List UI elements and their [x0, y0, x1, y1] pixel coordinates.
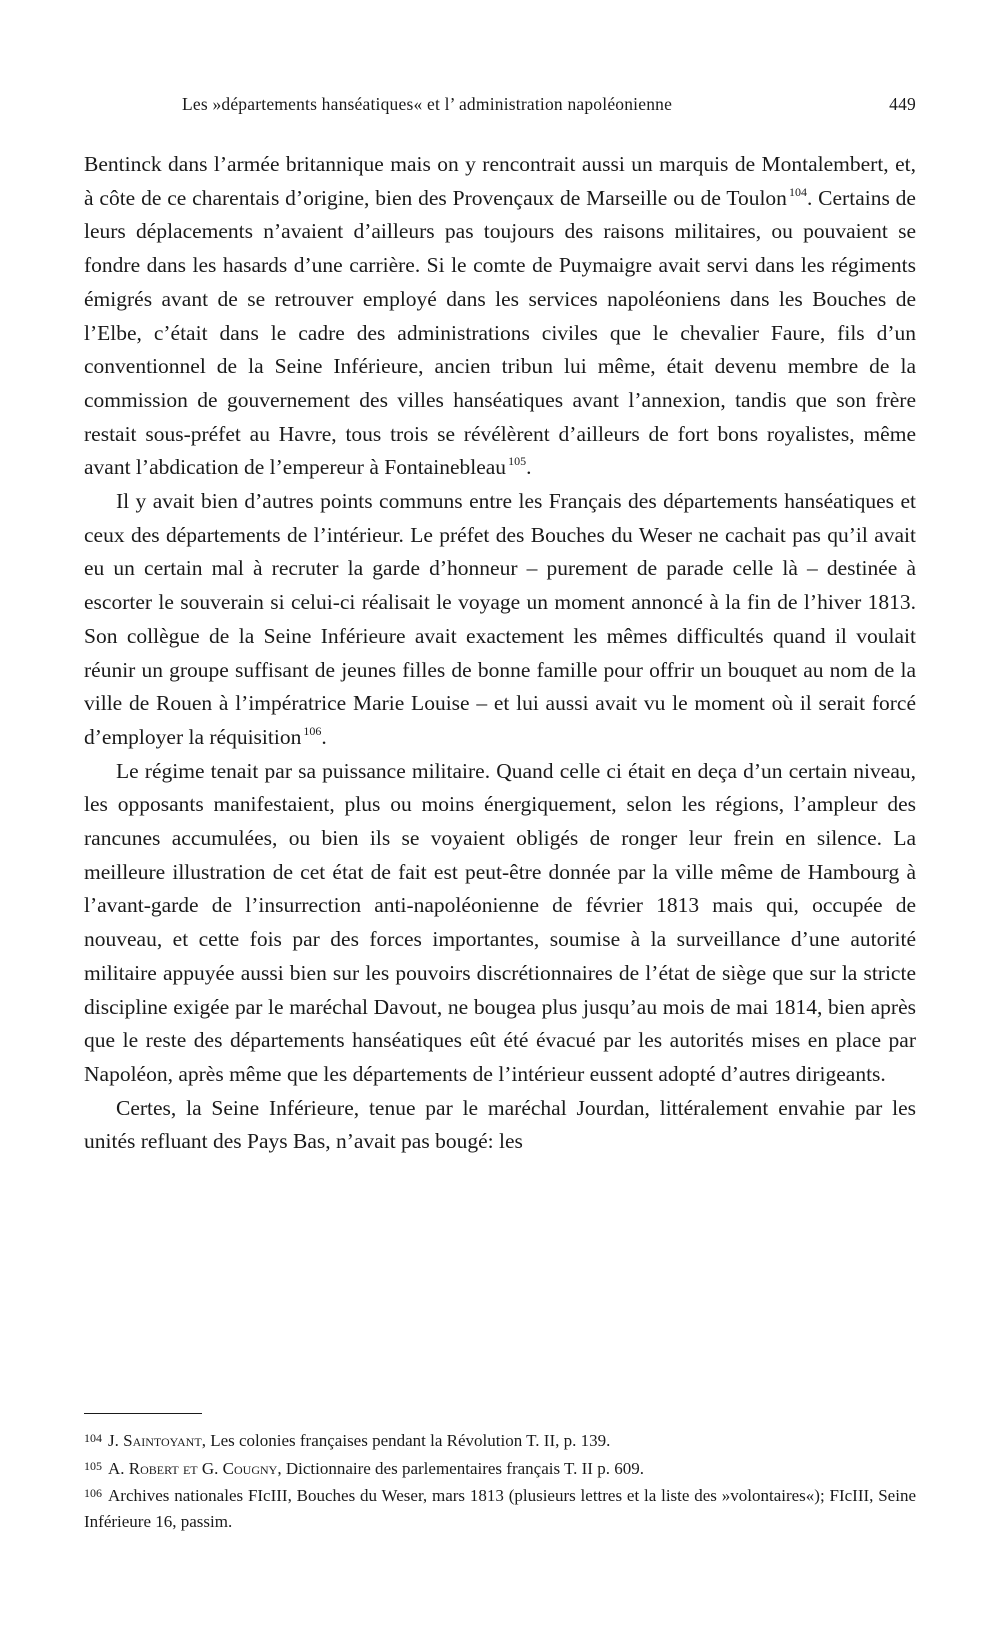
- paragraph-text: Bentinck dans l’armée britannique mais on y rencontrait aussi un marquis de Montalembert, et, à côte de ce charentais d’origine, bien des Provençaux de Marseille ou de Toulon: [84, 152, 916, 210]
- footnote-number: 106: [84, 1486, 102, 1500]
- book-page: [84, 0, 916, 1650]
- paragraph-4: [84, 1092, 916, 1159]
- footnote-ref-104: 104: [788, 184, 807, 199]
- footnote-ref-105: 105: [508, 454, 527, 469]
- footnote-105: [84, 1454, 916, 1482]
- running-title: Les »départements hanséatiques« et l’ administration napoléonienne: [182, 94, 673, 114]
- main-text: [84, 148, 916, 1159]
- footnote-number: 104: [84, 1431, 102, 1445]
- paragraph-1: [84, 148, 916, 485]
- footnote-number: 105: [84, 1458, 102, 1473]
- footnote-104: [84, 1426, 916, 1454]
- paragraph-text: .: [526, 455, 532, 480]
- footnote-ref-106: 106: [303, 723, 322, 738]
- running-head: [182, 94, 916, 115]
- page-number: 449: [889, 94, 916, 114]
- footnote-text: Archives nationales FIcIII, Bouches du Weser, mars 1813 (plusieurs lettres et la liste des »volontaires«); FIcIII, Seine Inférieure 16, passim.: [84, 1486, 916, 1531]
- paragraph-2: [84, 485, 916, 755]
- footnote-text: , Les colonies françaises pendant la Révolution T. II, p. 139.: [201, 1431, 611, 1450]
- footnote-106: [84, 1481, 916, 1534]
- footnote-author: J. Saintoyant: [108, 1431, 202, 1450]
- paragraph-text: . Certains de leurs déplacements n’avaient d’ailleurs pas toujours des raisons militaires, ou pouvaient se fondre dans les hasards d’une carrière. Si le comte de Puymaigre avait servi dans les régiments émigrés avant de se retrouver employé dans les services napoléoniens dans les Bouches de l’Elbe, c’était dans le cadre des administrations civiles que le chevalier Faure, fils d’un conventionnel de la Seine Inférieure, ancien tribun lui même, était devenu membre de la commission de gouvernement des villes hanséatiques avant l’annexion, tandis que son frère restait sous-préfet au Havre, tous trois se révélèrent d’ailleurs de fort bons royalistes, même avant l’abdication de l’empereur à Fontainebleau: [84, 185, 916, 480]
- paragraph-text: Le régime tenait par sa puissance militaire. Quand celle ci était en deça d’un certain niveau, les opposants manifestaient, plus ou moins énergiquement, selon les régions, l’ampleur des rancunes accumulées, ou bien ils se voyaient obligés de ronger leur frein en silence. La meilleure illustration de cet état de fait est peut-être donnée par la ville même de Hambourg à l’avant-garde de l’insurrection anti-napoléonienne de février 1813 mais qui, occupée de nouveau, et cette fois par des forces importantes, soumise à la surveillance d’une autorité militaire appuyée aussi bien sur les pouvoirs discrétionnaires de l’état de siège que sur la stricte discipline exigée par le maréchal Davout, ne bougea plus jusqu’au mois de mai 1814, bien après que le reste des départements hanséatiques eût été évacué par les autorités mises en place par Napoléon, après même que les départements de l’intérieur eussent adopté d’autres dirigeants.: [84, 758, 916, 1086]
- paragraph-text: Il y avait bien d’autres points communs entre les Français des départements hanséatiques et ceux des départements de l’intérieur. Le préfet des Bouches du Weser ne cachait pas qu’il avait eu un certain mal à recruter la garde d’honneur – purement de parade celle là – destinée à escorter le souverain si celui-ci réalisait le voyage un moment annoncé à la fin de l’hiver 1813. Son collègue de la Seine Inférieure avait exactement les mêmes difficultés quand il voulait réunir un groupe suffisant de jeunes filles de bonne famille pour offrir un bouquet au nom de la ville de Rouen à l’impératrice Marie Louise – et lui aussi avait vu le moment où il serait forcé d’employer la réquisition: [84, 489, 916, 749]
- footnotes: [84, 1426, 916, 1534]
- footnote-author: A. Robert et G. Cougny: [108, 1458, 278, 1478]
- paragraph-text: .: [321, 724, 327, 749]
- footnote-separator: [84, 1413, 202, 1414]
- paragraph-3: [84, 755, 916, 1092]
- footnote-text: , Dictionnaire des parlementaires français T. II p. 609.: [277, 1458, 644, 1478]
- paragraph-text: Certes, la Seine Inférieure, tenue par le maréchal Jourdan, littéralement envahie par les unités refluant des Pays Bas, n’avait pas bougé: les: [84, 1095, 916, 1154]
